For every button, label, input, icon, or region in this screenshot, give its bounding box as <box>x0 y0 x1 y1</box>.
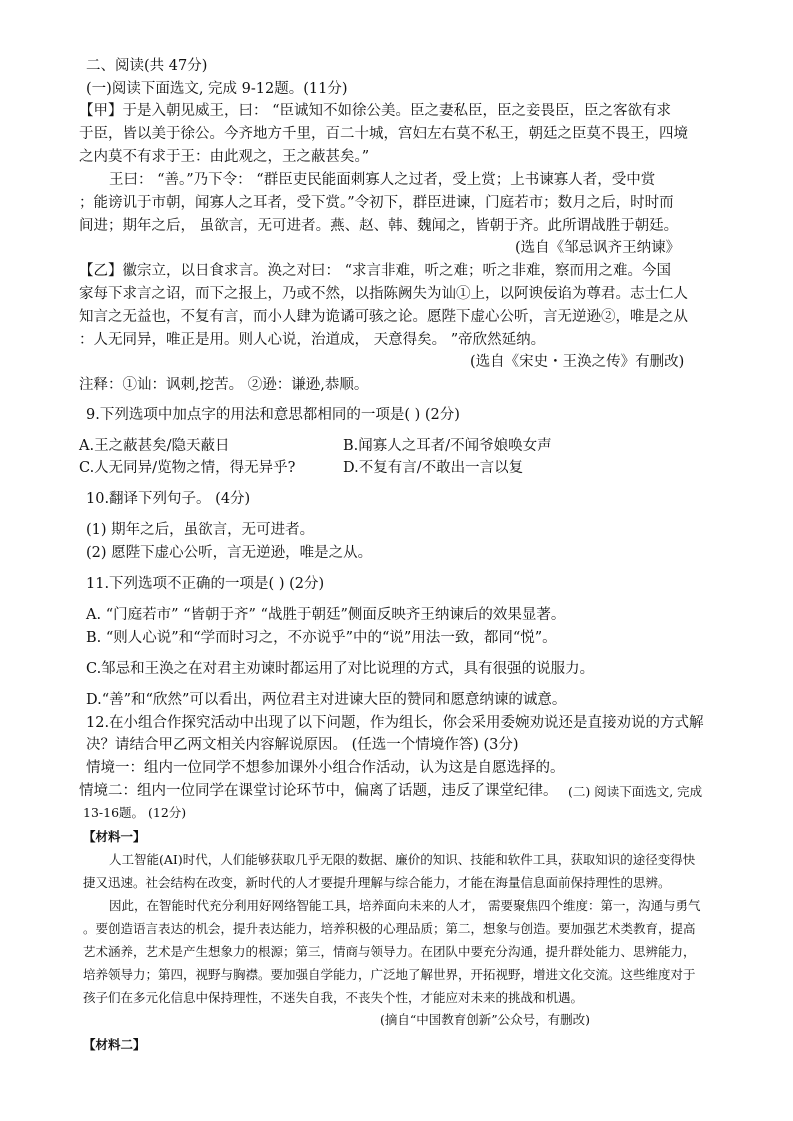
option-d: D.“善”和“欣然”可以看出，两位君主对进谏大臣的赞同和愿意纳谏的诚意。 <box>86 692 567 708</box>
passage-line: 【甲】于是入朝见威王，曰： “臣诚知不如徐公美。臣之妻私臣，臣之妾畏臣，臣之客欲有求 <box>79 103 672 119</box>
passage-line: 家每下求言之诏，而下之报上，乃或不然，以指陈阙失为讪①上，以阿谀佞谄为尊君。志士仁人 <box>79 286 688 302</box>
material-line: 捷又迅速。社会结构在改变，新时代的人才要提升理解与综合能力，才能在海量信息面前保持理性的思辨。 <box>83 875 671 890</box>
part2-intro: (二) 阅读下面选文, 完成 <box>568 784 703 799</box>
option-a: A.王之蔽甚矣/隐天蔽日 <box>79 438 230 454</box>
annotations: 注释：①讪：讽刺,挖苦。 ②逊：谦逊,恭顺。 <box>79 377 369 393</box>
option-a: A. “门庭若市” “皆朝于齐” “战胜于朝廷”侧面反映齐王纳谏后的效果显著。 <box>86 607 566 623</box>
material-line: 培养领导力；第四，视野与胸襟。要加强自学能力，广泛地了解世界，开拓视野，增进文化交流。这些维度对于 <box>83 967 696 982</box>
part1-intro: (一)阅读下面选文, 完成 9-12题。(11分) <box>86 81 348 97</box>
material-label: 【材料一】 <box>83 829 146 844</box>
passage-line: ；能谤讥于市朝，闻寡人之耳者，受下赏。”令初下，群臣进谏，门庭若市；数月之后，时时而 <box>79 195 674 211</box>
material-line: 孩子们在多元化信息中保持理性，不迷失自我，不丧失个性，才能应对未来的挑战和机遇。 <box>83 990 584 1005</box>
scenario-2: 情境二：组内一位同学在课堂讨论环节中，偏离了话题，违反了课堂纪律。 <box>79 783 558 799</box>
question-stem: 11.下列选项不正确的一项是( ) (2分) <box>86 576 325 592</box>
passage-line: 知言之无益也，不复有言，而小人肆为诡谲可骇之论。愿陛下虚心公听，言无逆逊②，唯是之从 <box>79 309 688 325</box>
passage-line: ：人无同异，唯正是用。则人心说，治道成， 天意得矣。 ”帝欣然延纳。 <box>79 332 546 348</box>
question-stem: 9.下列选项中加点字的用法和意思都相同的一项是( ) (2分) <box>86 407 460 423</box>
material-source: (摘自“中国教育创新”公众号，有删改) <box>380 1012 591 1027</box>
option-b: B.闻寡人之耳者/不闻爷娘唤女声 <box>343 438 552 454</box>
question-stem: 决？请结合甲乙两文相关内容解说原因。 (任选一个情境作答) (3分) <box>86 737 519 753</box>
part2-intro-line2: 13-16题。 (12分) <box>83 805 187 820</box>
passage-source: (选自《邹忌讽齐王纳谏》 <box>515 240 681 256</box>
option-c: C.邹忌和王涣之在对君主劝谏时都运用了对比说理的方式，具有很强的说服力。 <box>86 661 595 677</box>
question-stem: 12.在小组合作探究活动中出现了以下问题，作为组长，你会采用委婉劝说还是直接劝说的方式解 <box>86 715 704 731</box>
passage-line: 间进；期年之后， 虽欲言，无可进者。燕、赵、韩、魏闻之，皆朝于齐。此所谓战胜于朝廷。 <box>79 218 679 234</box>
material-line: 艺术涵养，艺术是产生想象力的根源；第三，情商与领导力。在团队中要充分沟通，提升群处能力、思辨能力， <box>83 944 696 959</box>
scenario-1: 情境一：组内一位同学不想参加课外小组合作活动，认为这是自愿选择的。 <box>86 760 565 776</box>
passage-line: 之内莫不有求于王：由此观之，王之蔽甚矣。” <box>79 149 370 165</box>
material-line: 人工智能(AI)时代，人们能够获取几乎无限的数据、廉价的知识、技能和软件工具，获取知识的途径变得快 <box>109 852 696 867</box>
section-title: 二、阅读(共 47分) <box>86 58 208 74</box>
material-line: 因此，在智能时代充分利用好网络智能工具，培养面向未来的人才， 需要聚焦四个维度：第一，沟通与勇气 <box>109 898 701 913</box>
sentence-1: (1) 期年之后，虽欲言，无可进者。 <box>86 522 315 538</box>
question-stem: 10.翻译下列句子。 (4分) <box>86 491 251 507</box>
option-b: B. “则人心说”和“学而时习之，不亦说乎”中的“说”用法一致，都同“悦”。 <box>86 630 557 646</box>
material-line: 。要创造语言表达的机会，提升表达能力，培养积极的心理品质；第二，想象与创造。要加强艺术类教育，提高 <box>83 921 696 936</box>
passage-line: 王曰： “善。”乃下令： “群臣吏民能面刺寡人之过者，受上赏；上书谏寡人者，受中赏 <box>109 172 656 188</box>
sentence-2: (2) 愿陛下虚心公听，言无逆逊，唯是之从。 <box>86 545 373 561</box>
passage-line: 【乙】徽宗立，以日食求言。涣之对曰： “求言非难，听之难；听之非难，察而用之难。今国 <box>79 263 672 279</box>
material-2-label: 【材料二】 <box>83 1037 146 1052</box>
passage-line: 于臣，皆以美于徐公。今齐地方千里，百二十城，宫妇左右莫不私王，朝廷之臣莫不畏王，四境 <box>79 126 688 142</box>
passage-source: (选自《宋史・王涣之传》有删改) <box>470 354 685 370</box>
option-c: C.人无同异/览物之情，得无异乎? <box>79 460 296 476</box>
option-d: D.不复有言/不敢出一言以复 <box>343 460 524 476</box>
